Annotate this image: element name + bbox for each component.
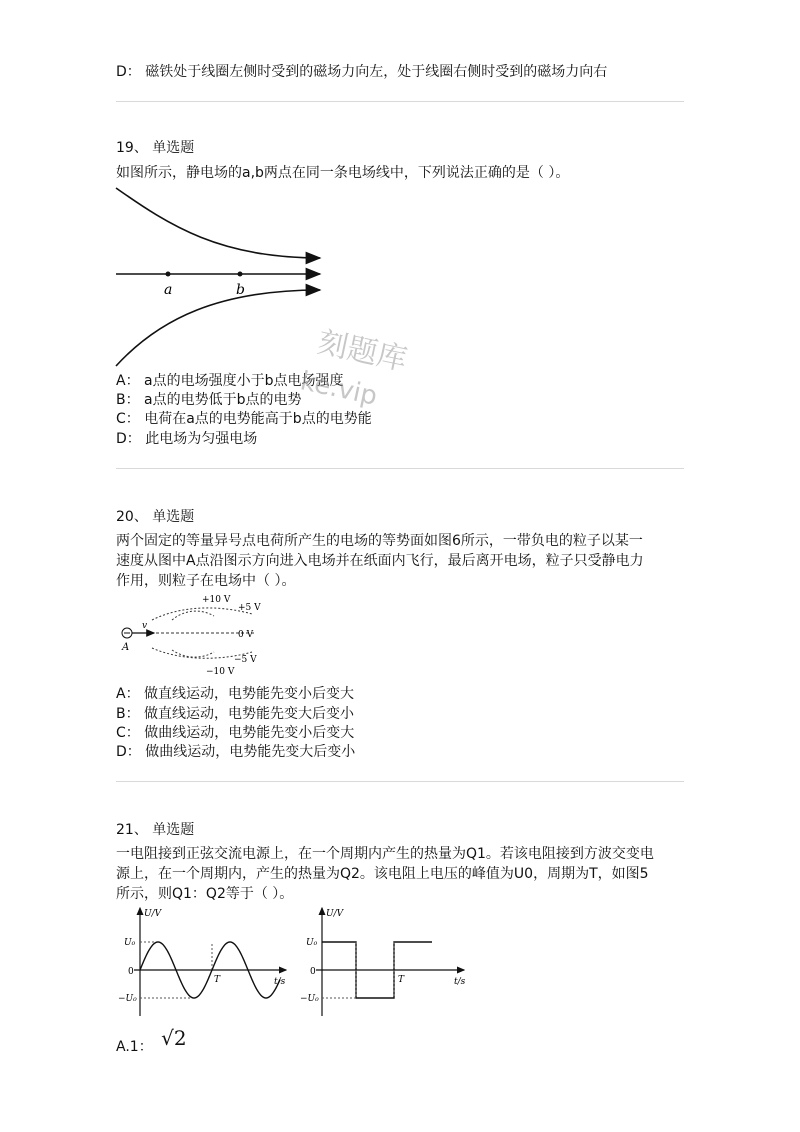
q20-label-minus10: −10 V <box>206 667 235 677</box>
q19-label-a: a <box>164 282 173 298</box>
watermark-text-2: ke.vip <box>297 366 380 412</box>
q19-field-figure <box>110 186 340 376</box>
q21-stem-line-2: 源上，在一个周期内，产生的热量为Q2。该电阻上电压的峰值为U0，周期为T，如图5 <box>116 866 649 882</box>
watermark-text-1: 刻题库 <box>314 324 410 378</box>
q21-stem-line-1: 一电阻接到正弦交流电源上，在一个周期内产生的热量为Q1。若该电阻接到方波交变电 <box>116 846 654 862</box>
q20-curve-plus10 <box>172 611 214 620</box>
q21-sine-t-label: T <box>214 975 221 985</box>
q20-label-plus10: +10 V <box>202 595 231 605</box>
q21-option-a[interactable] <box>116 1026 187 1057</box>
q20-option-d[interactable]: D： 做曲线运动，电势能先变大后变小 <box>116 744 356 760</box>
q20-stem-line-2: 速度从图中A点沿图示方向进入电场并在纸面内飞行，最后离开电场，粒子只受静电力 <box>116 553 644 569</box>
q21-stem-line-3: 所示，则Q1：Q2等于（ ）。 <box>116 886 294 902</box>
q21-square-zero-label: 0 <box>310 967 316 977</box>
q19-field-line-top <box>116 188 320 258</box>
q21-sine-ylabel: U/V <box>144 909 162 919</box>
q19-stem: 如图所示，静电场的a,b两点在同一条电场线中，下列说法正确的是（ ）。 <box>116 165 570 181</box>
q21-sine-figure <box>114 904 294 1024</box>
q21-option-a-prefix: A.1： <box>116 1039 153 1055</box>
q21-sine-neg-u0-label: −U₀ <box>118 994 137 1004</box>
q21-sine-xlabel: t/s <box>274 977 286 987</box>
q21-square-figure <box>298 904 478 1024</box>
q21-square-xlabel: t/s <box>454 977 466 987</box>
q20-stem-line-1: 两个固定的等量异号点电荷所产生的电场的等势面如图6所示，一带负电的粒子以某一 <box>116 533 643 549</box>
q21-option-a-sqrt: √2 <box>161 1026 187 1050</box>
q19-option-a[interactable]: A： a点的电场强度小于b点电场强度 <box>116 373 344 389</box>
q19-label-b: b <box>236 282 245 298</box>
separator <box>116 781 684 782</box>
q19-option-c[interactable]: C： 电荷在a点的电势能高于b点的电势能 <box>116 411 372 427</box>
separator <box>116 468 684 469</box>
q20-option-c[interactable]: C： 做曲线运动，电势能先变小后变大 <box>116 725 355 741</box>
q20-label-plus5: +5 V <box>238 603 261 613</box>
q21-square-ylabel: U/V <box>326 909 344 919</box>
q20-label-zero: 0 V <box>238 630 254 640</box>
separator <box>116 101 684 102</box>
q21-sine-zero-label: 0 <box>128 967 134 977</box>
q18-option-d[interactable]: D： 磁铁处于线圈左侧时受到的磁场力向左，处于线圈右侧时受到的磁场力向右 <box>116 64 608 80</box>
q21-square-t-label: T <box>398 975 405 985</box>
q20-curve-minus10 <box>172 650 214 657</box>
q19-field-line-bottom <box>116 290 320 366</box>
q20-label-minus5: −5 V <box>234 655 257 665</box>
q19-point-a <box>166 272 171 277</box>
q21-sine-u0-label: U₀ <box>124 938 136 948</box>
q20-stem-line-3: 作用，则粒子在电场中（ ）。 <box>116 573 296 589</box>
q21-square-u0-label: U₀ <box>306 938 318 948</box>
q20-header: 20、 单选题 <box>116 509 195 525</box>
q20-label-a: A <box>122 642 130 653</box>
q20-equipotential-figure <box>114 590 274 680</box>
q19-option-b[interactable]: B： a点的电势低于b点的电势 <box>116 392 302 408</box>
q19-option-d[interactable]: D： 此电场为匀强电场 <box>116 431 258 447</box>
q21-square-neg-u0-label: −U₀ <box>300 994 319 1004</box>
q19-point-b <box>238 272 243 277</box>
q21-header: 21、 单选题 <box>116 822 195 838</box>
q20-curve-plus5 <box>152 608 252 620</box>
q20-option-a[interactable]: A： 做直线运动，电势能先变小后变大 <box>116 686 355 702</box>
q20-label-v: v <box>142 621 148 631</box>
q20-option-b[interactable]: B： 做直线运动，电势能先变大后变小 <box>116 706 355 722</box>
q19-header: 19、 单选题 <box>116 140 195 156</box>
